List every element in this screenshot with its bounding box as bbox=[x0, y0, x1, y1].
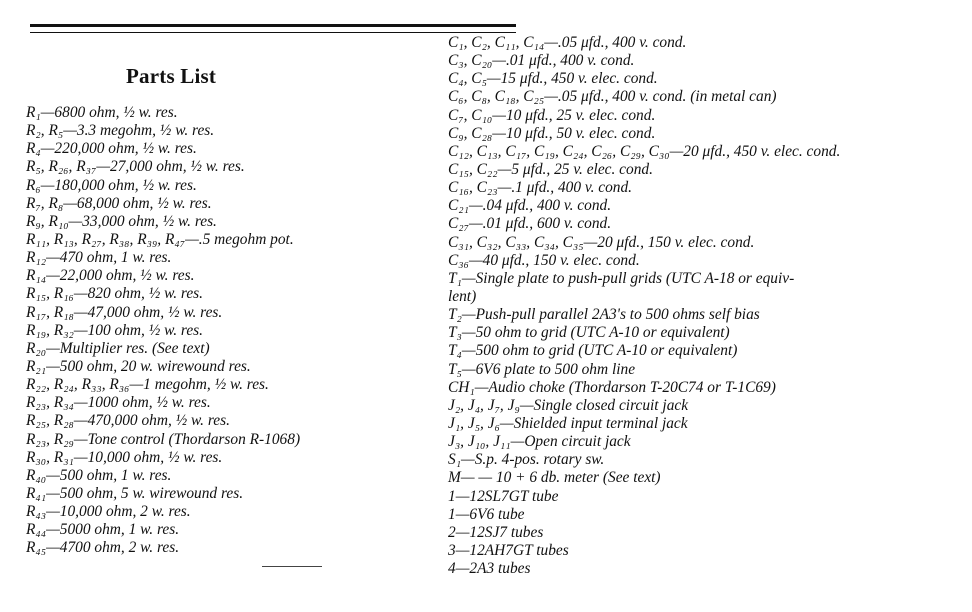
resistor-list bbox=[26, 104, 300, 558]
list-item: R₄₄—5000 ohm, 1 w. res. bbox=[26, 521, 180, 539]
list-item: R₂₃, R₂₉—Tone control (Thordarson R-1068) bbox=[26, 430, 301, 448]
parts-list-title: Parts List bbox=[126, 64, 217, 88]
list-item: C₃₁, C₃₂, C₃₃, C₃₄, C₃₅—20 μfd., 150 v. elec. cond. bbox=[448, 233, 755, 251]
list-item: T₁—Single plate to push-pull grids (UTC A-18 or equiv- bbox=[448, 269, 795, 287]
list-item: M— — 10 + 6 db. meter (See text) bbox=[448, 469, 661, 487]
list-item: R₆—180,000 ohm, ½ w. res. bbox=[26, 176, 197, 194]
list-item: T₄—500 ohm to grid (UTC A-10 or equivalent) bbox=[448, 342, 738, 360]
list-item: R₁₄—22,000 ohm, ½ w. res. bbox=[26, 267, 195, 285]
list-item: R₁₂—470 ohm, 1 w. res. bbox=[26, 249, 172, 267]
list-item: J₁, J₅, J₆—Shielded input terminal jack bbox=[448, 414, 688, 432]
list-item: 3—12AH7GT tubes bbox=[448, 541, 569, 559]
list-item: C₂₇—.01 μfd., 600 v. cond. bbox=[448, 215, 612, 233]
list-item: R₂₃, R₃₄—1000 ohm, ½ w. res. bbox=[26, 394, 211, 412]
list-item: 1—12SL7GT tube bbox=[448, 487, 559, 505]
list-item: C₉, C₂₈—10 μfd., 50 v. elec. cond. bbox=[448, 124, 656, 142]
list-item: J₂, J₄, J₇, J₉—Single closed circuit jack bbox=[448, 396, 689, 414]
list-item: R₂, R₅—3.3 megohm, ½ w. res. bbox=[26, 122, 215, 140]
list-item: R₂₂, R₂₄, R₃₃, R₃₆—1 megohm, ½ w. res. bbox=[26, 376, 269, 394]
list-item: R₁—6800 ohm, ½ w. res. bbox=[26, 104, 178, 121]
list-item: 2—12SJ7 tubes bbox=[448, 523, 544, 541]
list-item: R₉, R₁₀—33,000 ohm, ½ w. res. bbox=[26, 212, 217, 230]
top-rule-thin bbox=[30, 32, 516, 33]
capacitor-transformer-list bbox=[448, 34, 840, 578]
list-item: R₃₀, R₃₁—10,000 ohm, ½ w. res. bbox=[26, 448, 223, 466]
list-item: R₄₅—4700 ohm, 2 w. res. bbox=[26, 539, 180, 557]
list-item: C₇, C₁₀—10 μfd., 25 v. elec. cond. bbox=[448, 106, 656, 124]
list-item: CH₁—Audio choke (Thordarson T-20C74 or T-1C69) bbox=[448, 378, 776, 396]
list-item: S₁—S.p. 4-pos. rotary sw. bbox=[448, 451, 605, 469]
list-item: T₂—Push-pull parallel 2A3's to 500 ohms self bias bbox=[448, 306, 760, 324]
list-item: 4—2A3 tubes bbox=[448, 560, 531, 578]
list-item: C₁, C₂, C₁₁, C₁₄—.05 μfd., 400 v. cond. bbox=[448, 34, 687, 51]
list-item: lent) bbox=[448, 287, 477, 305]
list-item: R₄₃—10,000 ohm, 2 w. res. bbox=[26, 503, 191, 521]
list-item: J₃, J₁₀, J₁₁—Open circuit jack bbox=[448, 433, 631, 451]
list-item: R₄—220,000 ohm, ½ w. res. bbox=[26, 140, 197, 158]
list-item: 1—6V6 tube bbox=[448, 505, 525, 523]
list-item: C₂₁—.04 μfd., 400 v. cond. bbox=[448, 197, 612, 215]
top-rule-thick bbox=[30, 24, 516, 27]
list-item: R₁₉, R₃₂—100 ohm, ½ w. res. bbox=[26, 321, 204, 339]
list-item: C₃₆—40 μfd., 150 v. elec. cond. bbox=[448, 251, 640, 269]
list-item: T₅—6V6 plate to 500 ohm line bbox=[448, 360, 636, 378]
list-item: C₆, C₈, C₁₈, C₂₅—.05 μfd., 400 v. cond. (in metal can) bbox=[448, 88, 777, 106]
list-item: R₄₁—500 ohm, 5 w. wirewound res. bbox=[26, 484, 244, 502]
list-item: R₁₇, R₁₈—47,000 ohm, ½ w. res. bbox=[26, 303, 223, 321]
list-item: C₄, C₅—15 μfd., 450 v. elec. cond. bbox=[448, 70, 658, 88]
list-item: R₅, R₂₆, R₃₇—27,000 ohm, ½ w. res. bbox=[26, 158, 245, 176]
list-item: C₁₂, C₁₃, C₁₇, C₁₉, C₂₄, C₂₆, C₂₉, C₃₀—20 μfd., 450 v. elec. cond. bbox=[448, 142, 841, 160]
list-item: T₃—50 ohm to grid (UTC A-10 or equivalent) bbox=[448, 324, 730, 342]
list-item: C₁₅, C₂₂—5 μfd., 25 v. elec. cond. bbox=[448, 160, 653, 178]
list-item: C₁₆, C₂₃—.1 μfd., 400 v. cond. bbox=[448, 179, 633, 197]
list-item: R₂₁—500 ohm, 20 w. wirewound res. bbox=[26, 357, 251, 375]
list-item: R₂₅, R₂₈—470,000 ohm, ½ w. res. bbox=[26, 412, 230, 430]
list-item: R₁₅, R₁₆—820 ohm, ½ w. res. bbox=[26, 285, 204, 303]
list-item: C₃, C₂₀—.01 μfd., 400 v. cond. bbox=[448, 52, 635, 70]
list-item: R₇, R₈—68,000 ohm, ½ w. res. bbox=[26, 194, 212, 212]
list-item: R₁₁, R₁₃, R₂₇, R₃₈, R₃₉, R₄₇—.5 megohm pot. bbox=[26, 230, 294, 248]
bottom-divider bbox=[262, 566, 322, 567]
list-item: R₄₀—500 ohm, 1 w. res. bbox=[26, 466, 172, 484]
list-item: R₂₀—Multiplier res. (See text) bbox=[26, 339, 210, 357]
